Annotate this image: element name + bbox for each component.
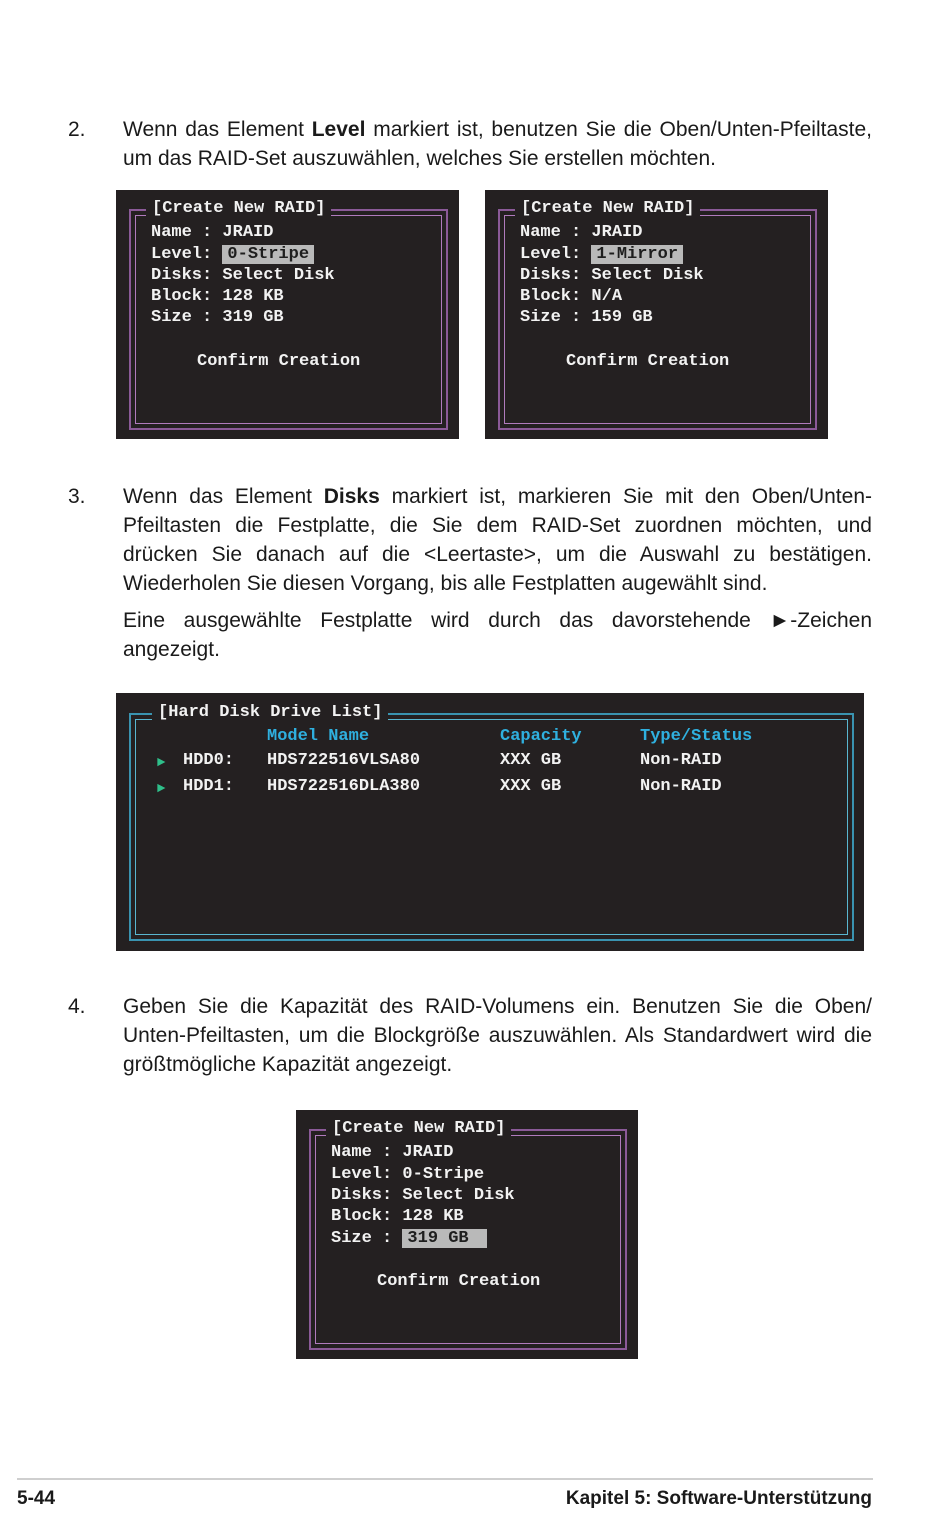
hdd-list-screen (116, 693, 864, 951)
keyword-disks: Disks (323, 485, 380, 508)
hdd-id: HDD0: (183, 751, 235, 770)
chapter-title: Kapitel 5: Software-Unterstützung (565, 1488, 872, 1509)
block-row: Block: N/A (520, 287, 623, 306)
block-row: Block: 128 KB (331, 1207, 464, 1226)
name-row: Name : JRAID (331, 1143, 454, 1162)
size-input[interactable]: 319 GB (402, 1229, 486, 1248)
raid-screen-size (296, 1110, 638, 1359)
hdd-model: HDS722516VLSA80 (267, 751, 421, 770)
selection-marker-icon: ► (769, 609, 791, 632)
screen-title: [Create New RAID] (326, 1119, 511, 1138)
hdd-capacity: XXX GB (500, 751, 562, 770)
name-row: Name : JRAID (151, 223, 274, 242)
level-row: Level: 0-Stripe (151, 245, 314, 264)
hdd-capacity: XXX GB (500, 777, 562, 796)
level-selection[interactable]: 1-Mirror (591, 245, 683, 264)
step-text: Wenn das Element Disks markiert ist, markieren Sie mit den Oben/Unten-Pfeiltasten die Festplatte, die Sie dem RAID-Set zuordnen möchten, und drücken Sie danach auf die <Leertaste>, um die Auswahl zu bestätigen. Wiederholen Sie diesen Vorgang, bis alle Festplatten augewählt sind. (123, 485, 872, 595)
disks-row: Disks: Select Disk (151, 266, 335, 285)
confirm-creation-button[interactable]: Confirm Creation (566, 352, 730, 371)
column-header-model: Model Name (267, 727, 370, 746)
size-row: Size : 159 GB (520, 308, 653, 327)
level-selection[interactable]: 0-Stripe (222, 245, 314, 264)
hdd-status: Non-RAID (640, 751, 722, 770)
hdd-model: HDS722516DLA380 (267, 777, 421, 796)
name-row: Name : JRAID (520, 223, 643, 242)
raid-screen-mirror (485, 190, 828, 439)
step-text: Wenn das Element Level markiert ist, benutzen Sie die Oben/Unten-Pfeiltaste, um das RAID-Set auszuwählen, welches Sie erstellen möchten. (123, 118, 872, 170)
confirm-creation-button[interactable]: Confirm Creation (377, 1272, 541, 1291)
screen-title: [Create New RAID] (146, 199, 331, 218)
screen-title: [Hard Disk Drive List] (152, 703, 388, 722)
hdd-id: HDD1: (183, 777, 235, 796)
screen-title: [Create New RAID] (515, 199, 700, 218)
step-3 (68, 482, 872, 664)
size-row: Size : 319 GB (151, 308, 284, 327)
hdd-status: Non-RAID (640, 777, 722, 796)
step-4 (68, 992, 872, 1079)
level-row: Level: 0-Stripe (331, 1165, 485, 1184)
block-row: Block: 128 KB (151, 287, 284, 306)
raid-screen-stripe (116, 190, 459, 439)
size-row: Size : 319 GB (331, 1229, 487, 1248)
step-text: Geben Sie die Kapazität des RAID-Volumens ein. Benutzen Sie die Oben/ Unten-Pfeiltasten, um die Blockgröße auszuwählen. Als Standardwert wird die größtmögliche Kapazität angezeigt. (123, 995, 872, 1076)
column-header-capacity: Capacity (500, 727, 582, 746)
step-note: Eine ausgewählte Festplatte wird durch das davorstehende ►-Zeichen angezeigt. (123, 609, 872, 661)
footer-divider (17, 1478, 873, 1480)
column-header-status: Type/Status (640, 727, 753, 746)
disks-row: Disks: Select Disk (520, 266, 704, 285)
step-number: 3. (68, 485, 86, 508)
disks-row: Disks: Select Disk (331, 1186, 515, 1205)
selected-marker-icon: ► (157, 755, 166, 771)
level-row: Level: 1-Mirror (520, 245, 683, 264)
step-2 (68, 115, 872, 173)
step-number: 4. (68, 995, 86, 1018)
keyword-level: Level (311, 118, 366, 141)
step-number: 2. (68, 118, 86, 141)
page-number: 5-44 (17, 1488, 56, 1509)
selected-marker-icon: ► (157, 781, 166, 797)
confirm-creation-button[interactable]: Confirm Creation (197, 352, 361, 371)
